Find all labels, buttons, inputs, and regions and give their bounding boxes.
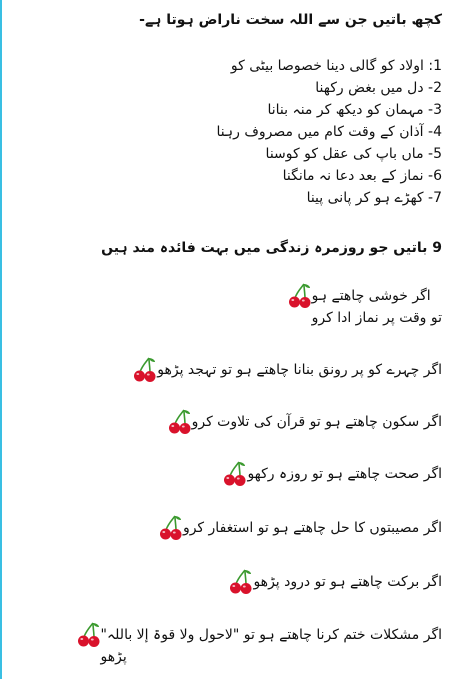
tip-item-health: [219, 463, 442, 487]
cherry-icon: [168, 409, 192, 435]
heading-nine-benefits: 9 باتیں جو روزمرہ زندگی میں بہت فائدہ مند ہیں: [101, 240, 442, 256]
tip-line: اگر صحت چاھتے ہو تو روزہ رکھو: [247, 466, 442, 482]
cherry-icon: [288, 283, 312, 309]
displeasing-acts-list: [216, 55, 442, 209]
tip-item-happiness: [284, 285, 442, 329]
list-item: 4- آذان کے وقت کام میں مصروف رہنا: [216, 124, 442, 140]
list-item: 1: اولاد کو گالی دینا خصوصا بیٹی کو: [230, 58, 442, 74]
cherry-icon: [77, 622, 101, 648]
cherry-icon: [159, 515, 183, 541]
tip-line: اگر چہرے کو پر رونق بنانا چاھتے ہو تو تہجد پڑھو: [157, 362, 442, 378]
tip-line: پڑھو: [100, 649, 127, 665]
list-item: 5- ماں باپ کی عقل کو کوسنا: [265, 146, 442, 162]
tip-line: اگر مصیبتوں کا حل چاھتے ہو تو استغفار کرو: [182, 520, 442, 536]
cherry-icon: [133, 357, 157, 383]
tip-item-hardships: [155, 517, 442, 541]
tip-item-blessing: [225, 571, 442, 595]
list-item: 6- نماز کے بعد دعا نہ مانگنا: [282, 168, 442, 184]
tip-line: اگر مشکلات ختم کرنا چاھتے ہو تو "لاحول ولا قوۃ إلا باللہ": [100, 627, 442, 643]
cherry-icon: [223, 461, 247, 487]
list-item: 7- کھڑے ہو کر پانی پینا: [306, 190, 442, 206]
cherry-icon: [229, 569, 253, 595]
heading-allah-displeased: کچھ باتیں جن سے اللہ سخت ناراض ہوتا ہے-: [139, 12, 442, 28]
list-item: 2- دل میں بغض رکھنا: [315, 80, 442, 96]
tip-line: اگر سکون چاھتے ہو تو قرآن کی تلاوت کرو: [191, 414, 442, 430]
tip-item-radiance: [129, 359, 442, 383]
list-item: 3- مہمان کو دیکھ کر منہ بنانا: [267, 102, 442, 118]
tip-item-peace: [164, 411, 442, 435]
tip-line: تو وقت پر نماز ادا کرو: [311, 310, 442, 326]
tip-item-difficulties: [73, 624, 442, 668]
tip-line: اگر برکت چاھتے ہو تو درود پڑھو: [253, 574, 442, 590]
tip-line: اگر خوشی چاھتے ہو: [311, 288, 431, 304]
